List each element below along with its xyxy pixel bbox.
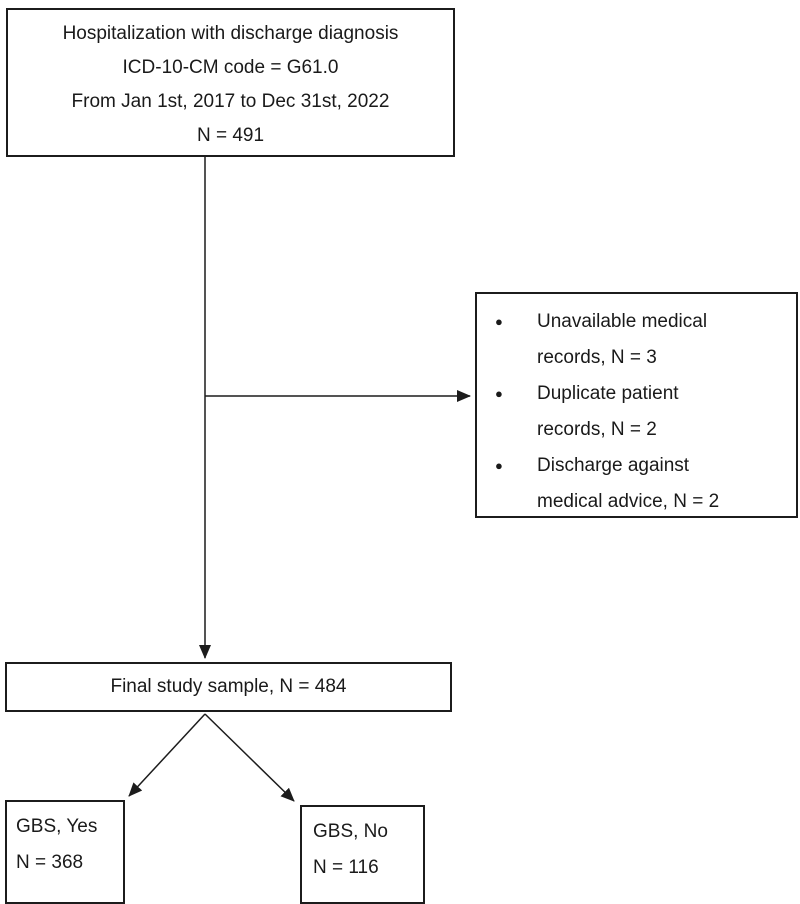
exclusion-item-discharge-ama	[495, 448, 786, 520]
exclusions-box	[475, 292, 798, 518]
gbs-yes-label: GBS, Yes	[16, 816, 98, 837]
final-sample-label: Final study sample, N = 484	[110, 676, 347, 697]
exclusion-item-text: Discharge against medical advice, N = 2	[537, 455, 720, 512]
bullet-icon: ●	[495, 458, 503, 473]
hospitalization-box	[6, 8, 455, 157]
exclusion-item-text: Unavailable medical records, N = 3	[537, 311, 708, 368]
gbs-no-box	[300, 805, 425, 904]
hospitalization-count: N = 491	[196, 125, 265, 146]
final-sample-box	[5, 662, 452, 712]
gbs-yes-box	[5, 800, 125, 904]
arrow-final-to-gbs-yes	[129, 714, 205, 796]
hospitalization-line-3: From Jan 1st, 2017 to Dec 31st, 2022	[71, 91, 390, 112]
bullet-icon: ●	[495, 386, 503, 401]
gbs-no-count: N = 116	[313, 857, 379, 878]
exclusion-item-unavailable	[495, 304, 786, 376]
gbs-yes-count: N = 368	[16, 852, 84, 873]
hospitalization-line-1: Hospitalization with discharge diagnosis	[62, 23, 399, 44]
exclusion-item-duplicate	[495, 376, 786, 448]
exclusion-item-text: Duplicate patient records, N = 2	[537, 383, 679, 440]
gbs-no-label: GBS, No	[313, 821, 388, 842]
hospitalization-line-2: ICD-10-CM code = G61.0	[122, 57, 339, 78]
bullet-icon: ●	[495, 314, 503, 329]
arrow-final-to-gbs-no	[205, 714, 294, 801]
